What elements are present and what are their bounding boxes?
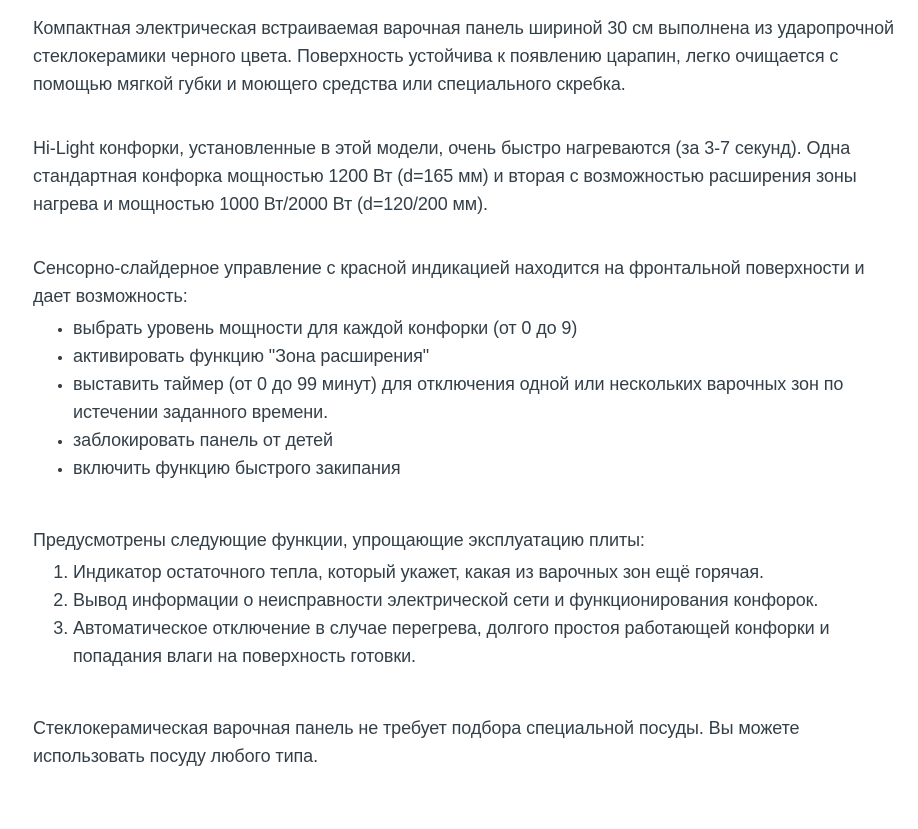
paragraph-controls-intro: Сенсорно-слайдерное управление с красной индикацией находится на фронтальной поверхности и дает возможность: (33, 258, 865, 306)
list-item-timer: • выставить таймер (от 0 до 99 минут) для отключения одной или нескольких варочных зон по истечении заданного времени. (73, 370, 906, 426)
list-item-residual-heat: 1. Индикатор остаточного тепла, который укажет, какая из варочных зон ещё горячая. (73, 558, 906, 586)
functions-numbered-list (33, 558, 906, 670)
list-item-child-lock: • заблокировать панель от детей (73, 426, 906, 454)
controls-bullet-list (33, 314, 906, 482)
list-item-quick-boil: • включить функцию быстрого закипания (73, 454, 906, 482)
list-item-fault-info: 2. Вывод информации о неисправности электрической сети и функционирования конфорок. (73, 586, 906, 614)
list-item-power-level: • выбрать уровень мощности для каждой конфорки (от 0 до 9) (73, 314, 906, 342)
paragraph-burners: Hi-Light конфорки, установленные в этой модели, очень быстро нагреваются (за 3-7 секунд). Одна стандартная конфорка мощностью 1200 Вт (d=165 мм) и вторая с возможностью расширения зоны нагрева и мощностью 1000 Вт/2000 Вт (d=120/200 мм). (33, 138, 857, 214)
paragraph-functions-intro: Предусмотрены следующие функции, упрощающие эксплуатацию плиты: (33, 530, 645, 550)
paragraph-cookware: Стеклокерамическая варочная панель не требует подбора специальной посуды. Вы можете использовать посуду любого типа. (33, 718, 800, 766)
paragraph-overview: Компактная электрическая встраиваемая варочная панель шириной 30 см выполнена из ударопрочной стеклокерамики черного цвета. Поверхность устойчива к появлению царапин, легко очищается с помощью мягкой губки и моющего средства или специального скребка. (33, 18, 894, 94)
list-item-auto-shutoff: 3. Автоматическое отключение в случае перегрева, долгого простоя работающей конфорки и попадания влаги на поверхность готовки. (73, 614, 906, 670)
list-item-extension-zone: • активировать функцию "Зона расширения" (73, 342, 906, 370)
